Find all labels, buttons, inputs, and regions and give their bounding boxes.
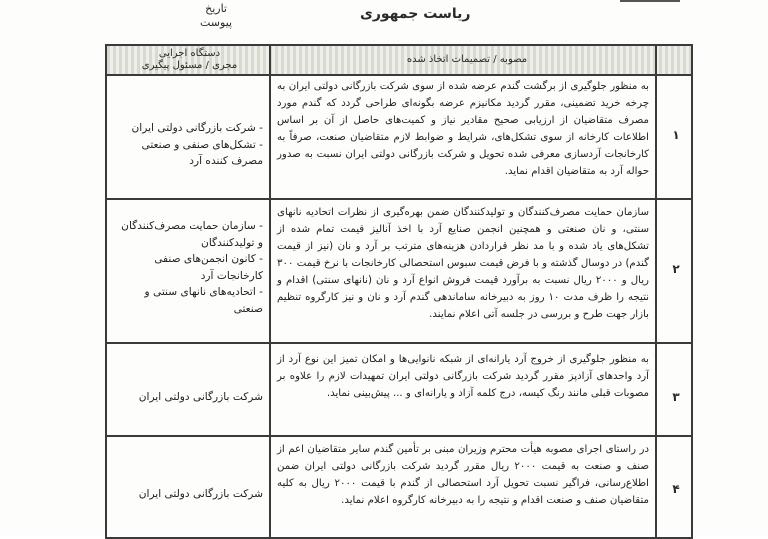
header-top-rule — [620, 0, 680, 2]
row-1-number: ۱ — [672, 128, 680, 142]
row-3-decision-text: به منظور جلوگیری از خروج آرد یارانه‌ای از شبکه نانوایی‌ها و امکان تمیز این نوع آرد از آرد واحدهای آزادپز مقرر گردید شرکت بازرگانی دولتی ایران تمهیدات لازم را علاوه بر مصوبات قبلی مانند رنگ کیسه، درج کلمه آزاد و یارانه‌ای و ... پیش‌بینی نماید. — [277, 354, 649, 399]
letterhead-title: ریاست جمهوری — [360, 6, 471, 22]
row-divider-3 — [107, 435, 691, 437]
header-date-block — [200, 2, 232, 30]
row-4-decision-text: در راستای اجرای مصوبه هیأت محترم وزیران مبنی بر تأمین گندم سایر متقاضیان اعم از صنف و صنعت به قیمت ۲۰۰۰ ریال مقرر گردید شرکت بازرگانی دولتی ایران ضمن اطلاع‌رسانی، فراگیر نسبت تحویل آرد استحصالی از گندم با قیمت ۲۰۰۰ ریال به کلیه متقاضیان صنف و صنعت اقدام و نتیجه را به دبیرخانه کارگروه اعلام نماید. — [277, 444, 649, 506]
header-attachment-label: پیوست — [200, 16, 233, 29]
header-org-column — [117, 48, 262, 72]
row-2-org-text: - سازمان حمایت مصرف‌کنندگان و تولیدکنندگان - کانون انجمن‌های صنفی کارخانجات آرد - اتحادیه‌های نانهای سنتی و صنعتی — [121, 220, 263, 315]
row-3-number: ۳ — [672, 390, 680, 404]
header-org-subtitle: مجری / مسئول پیگیری — [141, 60, 238, 71]
header-decision-column: مصوبه / تصمیمات اتخاذ شده — [406, 54, 528, 65]
header-org-title: دستگاه اجرایی — [158, 48, 221, 59]
row-1-decision-text: به منظور جلوگیری از برگشت گندم عرضه شده از سوی شرکت بازرگانی دولتی ایران به چرخه خرید تضمینی، مقرر گردید مکانیزم عرضه بگونه‌ای طراحی گردد که گندم مورد مصرف متقاضیان از ارزیابی صحیح مقادیر نیاز و کمیت‌های حاصل از آن بر اساس اطلاعات کارخانه از سوی تشکل‌های، شرایط و ضوابط لازم متقاضیان صنعت، صرفاً به کارخانجات آرد‌سازی معرفی شده تحویل و شرکت بازرگانی دولتی ایران نسبت به صدور حواله آرد به متقاضیان اقدام نماید. — [277, 81, 649, 177]
row-divider-header — [107, 74, 691, 76]
row-1-org-text: - شرکت بازرگانی دولتی ایران - تشکل‌های صنفی و صنعتی مصرف کننده آرد — [131, 122, 263, 167]
row-2-number: ۲ — [672, 262, 680, 276]
row-4-number: ۴ — [672, 482, 680, 496]
row-divider-1 — [107, 198, 691, 200]
row-2-decision-text: سازمان حمایت مصرف‌کنندگان و تولیدکنندگان ضمن بهره‌گیری از نظرات اتحادیه نانهای سنتی، و نان صنعتی و همچنین انجمن صنایع آرد با اخذ آنالیز قیمت تمام شده از تشکل‌های یاد شده و با مد نظر قراردادن هزینه‌های مترتب بر آرد و نان (نیز از قیمت گندم) در دوسال گذشته و با فرض قیمت سبوس استحصالی کارخانجات با نرخ قیمت ۳۰۰ ریال و ۲۰۰۰ ریال نسبت به برآورد قیمت فروش انواع آرد و نان (نانهای سنتی) اقدام و نتیجه را ظرف مدت ۱۰ روز به دبیرخانه ساماندهی گندم آرد و نان و نیز کارگروه تنظیم بازار جهت طرح و بررسی در جلسه آتی اعلام نمایند. — [277, 207, 649, 320]
row-divider-2 — [107, 342, 691, 344]
row-3-org-text: شرکت بازرگانی دولتی ایران — [138, 391, 263, 403]
row-4-org-text: شرکت بازرگانی دولتی ایران — [138, 488, 263, 500]
header-date-label: تاریخ — [205, 2, 227, 15]
column-divider-org — [269, 46, 271, 537]
column-divider-number — [655, 46, 657, 537]
decisions-table — [105, 44, 693, 539]
